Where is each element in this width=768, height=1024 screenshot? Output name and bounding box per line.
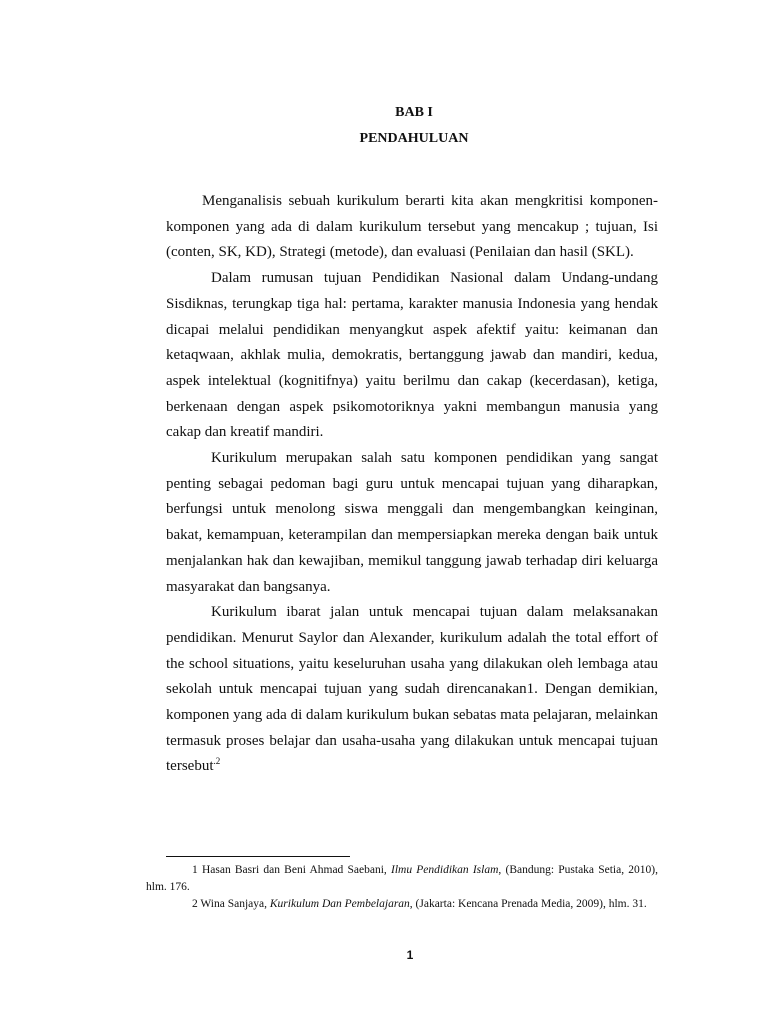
paragraph-4 <box>166 600 658 780</box>
footnotes <box>146 862 658 913</box>
chapter-number: BAB I <box>395 105 433 120</box>
paragraph-4-text: Kurikulum ibarat jalan untuk mencapai tujuan dalam melaksanakan pendidikan. Menurut Saylor dan Alexander, kurikulum adalah the total effort of the school situations, yaitu keseluruhan usaha yang dilakukan oleh lembaga atau sekolah untuk mencapai tujuan yang sudah direncanakan1. Dengan demikian, komponen yang ada di dalam kurikulum bukan sebatas mata pelajaran, melainkan termasuk proses belajar dan usaha-usaha yang dilakukan untuk mencapai tujuan tersebut <box>166 604 658 775</box>
paragraph-1: Menganalisis sebuah kurikulum berarti kita akan mengkritisi komponen-komponen yang ada di dalam kurikulum tersebut yang mencakup ; tujuan, Isi (conten, SK, KD), Strategi (metode), dan evaluasi (Penilaian dan hasil (SKL). <box>166 193 658 261</box>
footnote-2-suffix: , (Jakarta: Kencana Prenada Media, 2009), hlm. 31. <box>409 898 647 910</box>
footnote-2 <box>146 896 658 913</box>
footnote-1-title: Ilmu Pendidikan Islam <box>391 864 499 876</box>
footnote-separator <box>166 856 350 857</box>
footnote-1-suffix: , (Bandung: Pustaka Setia, 2010), hlm. 176. <box>146 864 658 893</box>
chapter-title: PENDAHULUAN <box>359 131 469 146</box>
footnote-1-prefix: 1 Hasan Basri dan Beni Ahmad Saebani, <box>192 864 391 876</box>
footnote-2-title: Kurikulum Dan Pembelajaran <box>269 898 410 910</box>
footnote-reference-2: .2 <box>213 756 221 767</box>
footnote-2-prefix: 2 Wina Sanjaya, <box>192 898 270 910</box>
chapter-heading <box>0 103 768 149</box>
paragraph-2: Dalam rumusan tujuan Pendidikan Nasional dalam Undang-undang Sisdiknas, terungkap tiga hal: pertama, karakter manusia Indonesia yang hendak dicapai melalui pendidikan menyangkut aspek afektif yaitu: keimanan dan ketaqwaan, akhlak mulia, demokratis, bertanggung jawab dan mandiri, kedua, aspek intelektual (kognitifnya) yaitu berilmu dan cakap (kecerdasan), ketiga, berkenaan dengan aspek psikomotoriknya yakni membangun manusia yang cakap dan kreatif mandiri. <box>166 270 658 441</box>
page-number: 1 <box>406 948 414 962</box>
paragraph-3: Kurikulum merupakan salah satu komponen pendidikan yang sangat penting sebagai pedoman bagi guru untuk mencapai tujuan yang diharapkan, berfungsi untuk menolong siswa menggali dan mengembangkan keinginan, bakat, kemampuan, keterampilan dan mempersiapkan mereka dengan baik untuk menjalankan hak dan kewajiban, memikul tanggung jawab terhadap diri keluarga masyarakat dan bangsanya. <box>166 450 658 595</box>
body-text <box>166 189 658 780</box>
footnote-1 <box>146 862 658 896</box>
